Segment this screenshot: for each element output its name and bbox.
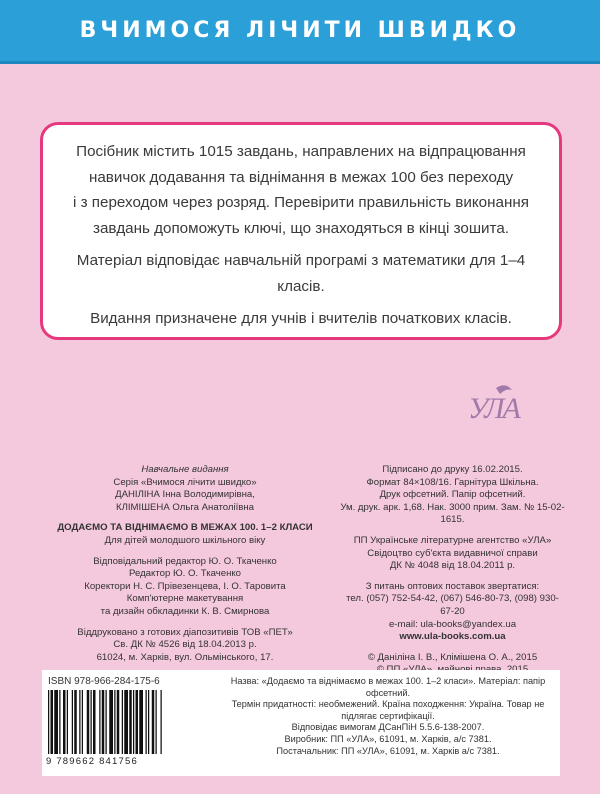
wholesale-contact: З питань оптових поставок звертатися: (365, 580, 540, 592)
manufacturer-line: Виробник: ПП «УЛА», 61091, м. Харків, а/с 7381. (284, 733, 492, 744)
barcode-bar (72, 690, 73, 754)
barcode-bar (122, 690, 123, 754)
product-details (218, 676, 558, 757)
barcode-bar (129, 690, 132, 754)
description-line: завдань допоможуть ключі, що знаходяться в кінці зошита. (93, 219, 509, 237)
cover-design-credit: та дизайн обкладинки К. В. Смирнова (100, 605, 270, 617)
signed-to-print: Підписано до друку 16.02.2015. (382, 464, 523, 475)
imprint-left (40, 464, 330, 664)
description-box (40, 122, 562, 340)
barcode-digits: 9 789662 841756 (46, 756, 138, 767)
barcode-icon (48, 690, 208, 754)
phone-numbers: тел. (057) 752-54-42, (067) 546-80-73, (098) 930-67-20 (346, 593, 559, 617)
barcode-bar (146, 690, 147, 754)
series-name: Серія «Вчимося лічити швидко» (113, 476, 257, 488)
barcode-bar (148, 690, 149, 754)
print-type: Друк офсетний. Папір офсетний. (379, 489, 526, 501)
barcode-bar (109, 690, 113, 754)
barcode-bar (136, 690, 139, 754)
barcode-bar (79, 690, 80, 754)
description-line: навичок додавання та віднімання в межах 100 без переходу (88, 168, 514, 186)
barcode-bar (117, 690, 120, 754)
barcode-bar (59, 690, 60, 754)
layout-credit: Комп'ютерне макетування (126, 593, 244, 605)
product-label (42, 670, 560, 776)
barcode-bar (74, 690, 77, 754)
description-paragraph-2: Матеріал відповідає навчальній програмі з математики для 1–4 класів. (76, 252, 526, 295)
ula-logo-text: УЛА (468, 392, 519, 425)
supplier-line: Постачальник: ПП «УЛА», 61091, м. Харків а/с 7381. (276, 745, 500, 756)
product-name-line: Назва: «Додаємо та віднімаємо в межах 100. 1–2 класи». Матеріал: папір офсетний. (230, 676, 546, 698)
barcode-bar (124, 690, 128, 754)
printer-certificate: Св. ДК № 4526 від 18.04.2013 р. (113, 639, 257, 651)
print-run: Ум. друк. арк. 1,68. Нак. 3000 прим. Зам. № 15-02-1615. (340, 501, 565, 526)
printer: Віддруковано з готових діапозитивів ТОВ «ПЕТ» (77, 626, 293, 638)
publisher-logo (466, 384, 522, 428)
barcode-bar (114, 690, 115, 754)
barcode-bar (82, 690, 83, 754)
description-paragraph-3: Видання призначене для учнів і вчителів початкових класів. (90, 310, 512, 327)
responsible-editor: Відповідальний редактор Ю. О. Ткаченко (93, 555, 277, 567)
series-banner (0, 0, 600, 64)
author-2: КЛІМІШЕНА Ольга Анатоліївна (116, 501, 254, 513)
format: Формат 84×108/16. Гарнітура Шкільна. (366, 476, 539, 488)
isbn-number: ISBN 978-966-284-175-6 (48, 676, 160, 687)
barcode-bar (156, 690, 157, 754)
email: e-mail: ula-books@yandex.ua (388, 618, 517, 630)
barcode-bar (63, 690, 66, 754)
author-1: ДАНІЛІНА Інна Володимирівна, (115, 489, 255, 501)
ula-logo-icon (466, 384, 522, 428)
imprint-right (340, 464, 565, 677)
barcode-bar (54, 690, 58, 754)
barcode-bar (102, 690, 105, 754)
printer-address: 61024, м. Харків, вул. Ольмінського, 17. (96, 651, 274, 663)
barcode-bar (106, 690, 107, 754)
barcode-bar (152, 690, 155, 754)
barcode-bar (133, 690, 134, 754)
audience: Для дітей молодшого шкільного віку (104, 534, 266, 546)
description-line: Посібник містить 1015 завдань, направлених на відпрацювання (76, 143, 526, 160)
edition-type: Навчальне видання (141, 464, 229, 475)
barcode-bar (91, 690, 92, 754)
barcode-bar (139, 690, 143, 754)
series-title: ВЧИМОСЯ ЛІЧИТИ ШВИДКО (79, 18, 521, 43)
publisher-name: ПП Українське літературне агентство «УЛА» (353, 534, 552, 546)
barcode-bar (93, 690, 96, 754)
proofreaders: Коректори Н. С. Прівезенцева, І. О. Таровита (84, 580, 286, 592)
barcode-area (42, 670, 212, 776)
editor: Редактор Ю. О. Ткаченко (128, 568, 242, 580)
standard-line: Відповідає вимогам ДСанПіН 5.5.6-138-2007. (291, 722, 485, 733)
barcode-bar (99, 690, 100, 754)
description-line: і з переходом через розряд. Перевірити правильність виконання (73, 194, 529, 211)
publisher-certificate-number: ДК № 4048 від 18.04.2011 р. (389, 560, 516, 572)
barcode-bar (161, 690, 162, 754)
publisher-certificate: Свідоцтво суб'єкта видавничої справи (367, 547, 538, 559)
barcode-bar (48, 690, 49, 754)
shelf-life-line: Термін придатності: необмежений. Країна походження: Україна. Товар не підлягає сертифікації. (231, 699, 545, 721)
website: www.ula-books.com.ua (399, 631, 506, 643)
barcode-bar (67, 690, 68, 754)
barcode-bar (51, 690, 54, 754)
copyright-authors: © Даніліна І. В., Клімішена О. А., 2015 (367, 651, 538, 663)
barcode-bar (87, 690, 90, 754)
book-title: ДОДАЄМО ТА ВІДНІМАЄМО В МЕЖАХ 100. 1–2 КЛАСИ (57, 522, 313, 534)
description-paragraph-1 (55, 139, 547, 241)
